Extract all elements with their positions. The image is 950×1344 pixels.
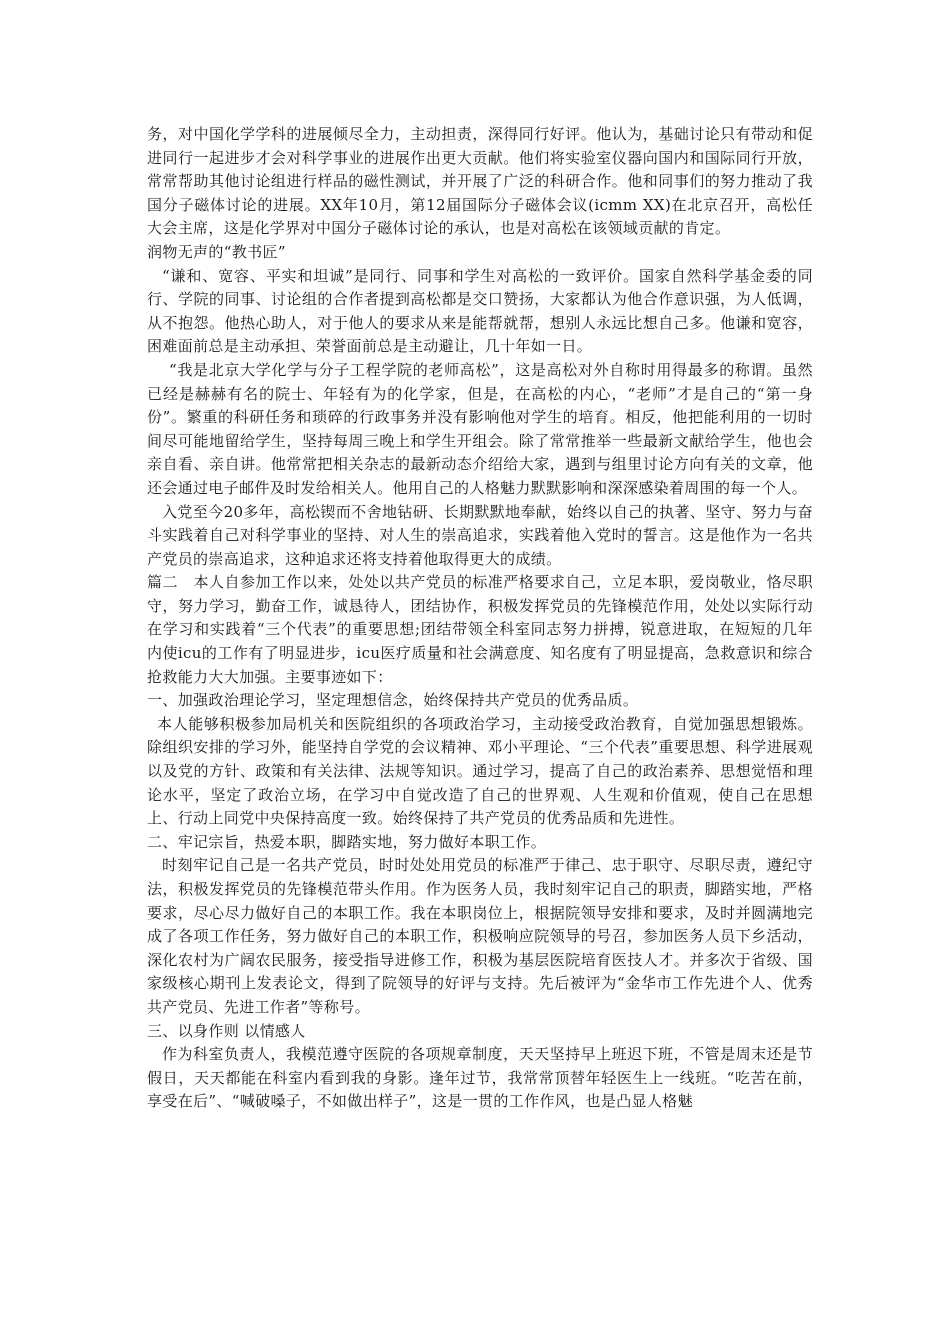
- paragraph-leadership: 作为科室负责人，我模范遵守医院的各项规章制度，天天坚持早上班迟下班，不管是周末还是节假日，天天都能在科室内看到我的身影。逢年过节，我常常顶替年轻医生上一线班。“吃苦在前，享受在后”、“喊破嗓子，不如做出样子”，这是一贯的工作作风，也是凸显人格魅: [147, 1045, 813, 1111]
- paragraph-party-membership: 入党至今20多年，高松锲而不舍地钻研、长期默默地奉献，始终以自己的执著、坚守、努力与奋斗实践着自己对科学事业的坚持、对人生的崇高追求，实践着他入党时的誓言。这是他作为一名共产党员的崇高追求，这种追求还将支持着他取得更大的成绩。: [147, 502, 813, 568]
- paragraph-teacher-identity: “我是北京大学化学与分子工程学院的老师高松”，这是高松对外自称时用得最多的称谓。虽然已经是赫赫有名的院士、年轻有为的化学家，但是，在高松的内心，“老师”才是自己的“第一身份”。繁重的科研任务和琐碎的行政事务并没有影响他对学生的培育。相反，他把能利用的一切时间尽可能地留给学生，坚持每周三晚上和学生开组会。除了常常推举一些最新文献给学生，他也会亲自看、亲自讲。他常常把相关杂志的最新动态介绍给大家，遇到与组里讨论方向有关的文章，他还会通过电子邮件及时发给相关人。他用自己的人格魅力默默影响和深深感染着周围的每一个人。: [147, 360, 813, 497]
- paragraph-opening: 务，对中国化学学科的进展倾尽全力，主动担责，深得同行好评。他认为，基础讨论只有带动和促进同行一起进步才会对科学事业的进展作出更大贡献。他们将实验室仪器向国内和国际同行开放，常常帮助其他讨论组进行样品的磁性测试，并开展了广泛的科研合作。他和同事们的努力推动了我国分子磁体讨论的进展。XX年10月，第12届国际分子磁体会议(icmm XX)在北京召开，高松任大会主席，这是化学界对中国分子磁体讨论的承认，也是对高松在该领域贡献的肯定。: [147, 125, 813, 238]
- section-heading-one: 一、加强政治理论学习，坚定理想信念，始终保持共产党员的优秀品质。: [147, 691, 639, 710]
- paragraph-part-two-intro: 篇二 本人自参加工作以来，处处以共产党员的标准严格要求自己，立足本职，爱岗敬业，恪尽职守，努力学习，勤奋工作，诚恳待人，团结协作，积极发挥党员的先锋模范作用，处处以实际行动在学习和实践着“三个代表”的重要思想;团结带领全科室同志努力拼搏，锐意进取，在短短的几年内使icu的工作有了明显进步，icu医疗质量和社会满意度、知名度有了明显提高，急救意识和综合抢救能力大大加强。主要事迹如下：: [147, 573, 813, 686]
- paragraph-evaluation: “谦和、宽容、平实和坦诚”是同行、同事和学生对高松的一致评价。国家自然科学基金委的同行、学院的同事、讨论组的合作者提到高松都是交口赞扬，大家都认为他合作意识强，为人低调，从不抱怨。他热心助人，对于他人的要求从来是能帮就帮，想别人永远比想自己多。他谦和宽容，困难面前总是主动承担、荣誉面前总是主动避让，几十年如一日。: [147, 266, 813, 356]
- paragraph-duty: 时刻牢记自己是一名共产党员，时时处处用党员的标准严于律己、忠于职守、尽职尽责，遵纪守法，积极发挥党员的先锋模范带头作用。作为医务人员，我时刻牢记自己的职责，脚踏实地，严格要求，尽心尽力做好自己的本职工作。我在本职岗位上，根据院领导安排和要求，及时并圆满地完成了各项工作任务，努力做好自己的本职工作，积极响应院领导的号召，参加医务人员下乡活动，深化农村为广阔农民服务，接受指导进修工作，积极为基层医院培育医技人才。并多次于省级、国家级核心期刊上发表论文，得到了院领导的好评与支持。先后被评为“金华市工作先进个人、优秀共产党员、先进工作者”等称号。: [147, 856, 813, 1016]
- paragraph-political-study: 本人能够积极参加局机关和医院组织的各项政治学习，主动接受政治教育，自觉加强思想锻炼。除组织安排的学习外，能坚持自学党的会议精神、邓小平理论、“三个代表”重要思想、科学进展观以及党的方针、政策和有关法律、法规等知识。通过学习，提高了自己的政治素养、思想觉悟和理论水平，坚定了政治立场，在学习中自觉改造了自己的世界观、人生观和价值观，使自己在思想上、行动上同党中央保持高度一致。始终保持了共产党员的优秀品质和先进性。: [147, 714, 813, 828]
- document-body: [147, 123, 813, 1114]
- section-heading-three: 三、以身作则 以情感人: [147, 1021, 306, 1040]
- section-heading-two: 二、牢记宗旨，热爱本职，脚踏实地，努力做好本职工作。: [147, 832, 547, 851]
- section-heading-teacher: 润物无声的“教书匠”: [147, 242, 286, 261]
